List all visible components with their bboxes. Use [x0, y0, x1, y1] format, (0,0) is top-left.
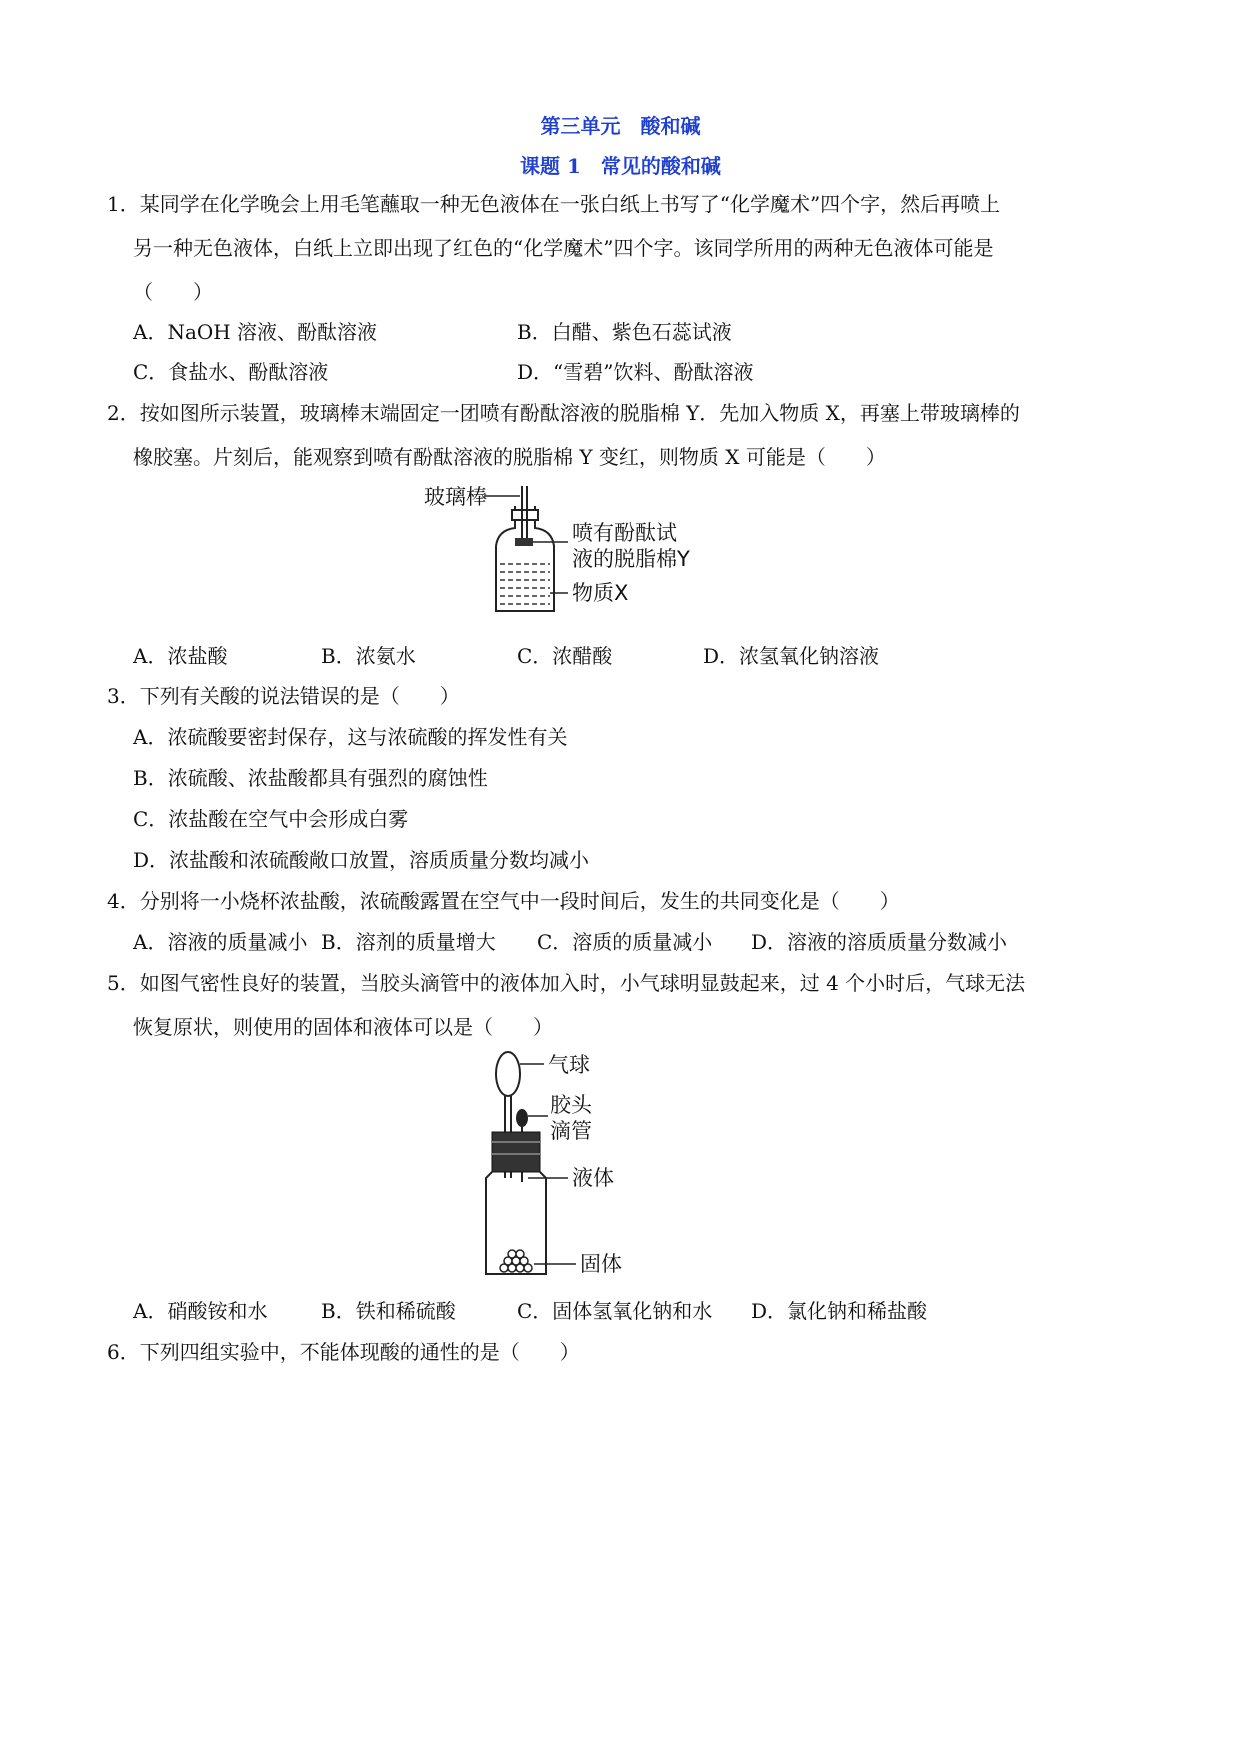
question-text-line: 5．如图气密性良好的装置，当胶头滴管中的液体加入时，小气球明显鼓起来，过 4 个小时后，气球无法	[107, 971, 1026, 995]
dropper-bulb-icon	[516, 1109, 528, 1127]
option-b: B．浓硫酸、浓盐酸都具有强烈的腐蚀性	[133, 766, 488, 790]
question-text-line: 6．下列四组实验中，不能体现酸的通性的是（ ）	[107, 1340, 580, 1364]
figure-bottle-cotton	[420, 478, 720, 628]
option-c: C．固体氢氧化钠和水	[517, 1299, 713, 1323]
label-dropper-line2: 滴管	[550, 1119, 592, 1143]
label-glass-rod: 玻璃棒	[424, 485, 487, 509]
option-d: D．“雪碧”饮料、酚酞溶液	[517, 360, 754, 384]
option-a: A．溶液的质量减小	[133, 930, 308, 954]
question-text-line: 2．按如图所示装置，玻璃棒末端固定一团喷有酚酞溶液的脱脂棉 Y．先加入物质 X，再塞上带玻璃棒的	[107, 401, 1020, 425]
option-d: D．氯化钠和稀盐酸	[751, 1299, 928, 1323]
option-c: C．溶质的质量减小	[537, 930, 713, 954]
question-text-line: 恢复原状，则使用的固体和液体可以是（ ）	[133, 1015, 553, 1039]
option-a: A．NaOH 溶液、酚酞溶液	[133, 320, 378, 344]
label-cotton-line2: 液的脱脂棉Y	[572, 547, 690, 571]
substance-x-liquid	[500, 564, 550, 604]
option-b: B．铁和稀硫酸	[321, 1299, 456, 1323]
question-text-line: 另一种无色液体，白纸上立即出现了红色的“化学魔术”四个字。该同学所用的两种无色液体可能是	[133, 236, 994, 260]
cotton-y-icon	[515, 538, 533, 546]
label-liquid: 液体	[572, 1166, 614, 1190]
figure-balloon-apparatus	[470, 1046, 670, 1286]
option-d: D．浓氢氧化钠溶液	[703, 644, 880, 668]
lesson-title: 课题 1 常见的酸和碱	[520, 154, 721, 178]
option-b: B．溶剂的质量增大	[321, 930, 496, 954]
option-b: B．浓氨水	[321, 644, 416, 668]
stopper	[512, 510, 538, 520]
label-cotton-line1: 喷有酚酞试	[572, 521, 677, 545]
option-a: A．浓硫酸要密封保存，这与浓硫酸的挥发性有关	[133, 725, 568, 749]
stopper	[492, 1132, 540, 1172]
label-balloon: 气球	[548, 1053, 590, 1077]
option-c: C．浓醋酸	[517, 644, 613, 668]
question-text-line: 4．分别将一小烧杯浓盐酸，浓硫酸露置在空气中一段时间后，发生的共同变化是（ ）	[107, 889, 900, 913]
question-text-line: 3．下列有关酸的说法错误的是（ ）	[107, 684, 460, 708]
option-b: B．白醋、紫色石蕊试液	[517, 320, 732, 344]
balloon-icon	[496, 1052, 520, 1096]
option-a: A．浓盐酸	[133, 644, 228, 668]
label-dropper-line1: 胶头	[550, 1093, 592, 1117]
option-c: C．浓盐酸在空气中会形成白雾	[133, 807, 409, 831]
answer-blank: （ ）	[133, 280, 213, 304]
question-text-line: 橡胶塞。片刻后，能观察到喷有酚酞溶液的脱脂棉 Y 变红，则物质 X 可能是（ ）	[133, 445, 886, 469]
question-text-line: 1．某同学在化学晚会上用毛笔蘸取一种无色液体在一张白纸上书写了“化学魔术”四个字，然后再喷上	[107, 192, 1001, 216]
label-substance-x: 物质X	[572, 581, 629, 605]
label-solid: 固体	[580, 1252, 622, 1276]
option-d: D．浓盐酸和浓硫酸敞口放置，溶质质量分数均减小	[133, 848, 590, 872]
option-a: A．硝酸铵和水	[133, 1299, 268, 1323]
unit-title: 第三单元 酸和碱	[540, 114, 701, 138]
option-c: C．食盐水、酚酞溶液	[133, 360, 329, 384]
option-d: D．溶液的溶质质量分数减小	[751, 930, 1008, 954]
solid-pellets	[500, 1250, 532, 1272]
